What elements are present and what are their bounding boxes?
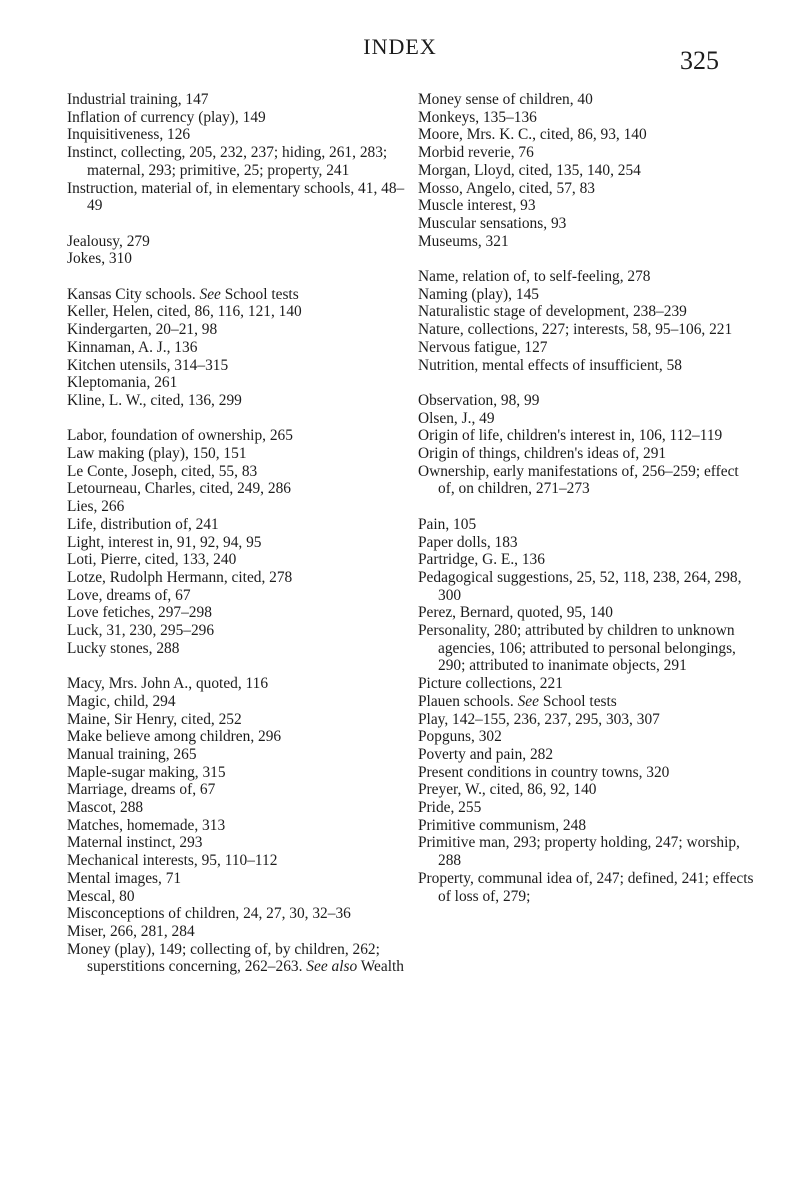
index-entry: Love, dreams of, 67 <box>67 586 191 604</box>
index-entry: Loti, Pierre, cited, 133, 240 <box>67 551 237 569</box>
index-entry: Lies, 266 <box>67 498 125 516</box>
index-entry: Naturalistic stage of development, 238–239 <box>418 303 687 321</box>
index-entry: Plauen schools. See School tests <box>418 692 617 710</box>
index-entry: Primitive communism, 248 <box>418 816 587 834</box>
index-entry: Primitive man, 293; property holding, 247; worship, 288 <box>418 834 740 870</box>
index-entry: Poverty and pain, 282 <box>418 745 554 763</box>
index-entry: Instinct, collecting, 205, 232, 237; hiding, 261, 283; maternal, 293; primitive, 25; property, 241 <box>67 144 388 179</box>
index-entry: Kinnaman, A. J., 136 <box>67 338 198 356</box>
index-entry: Monkeys, 135–136 <box>418 108 537 126</box>
index-entry: Name, relation of, to self-feeling, 278 <box>418 268 651 286</box>
index-entry: Partridge, G. E., 136 <box>418 551 545 569</box>
index-entry: Nervous fatigue, 127 <box>418 338 548 356</box>
index-entry: Kindergarten, 20–21, 98 <box>67 321 218 339</box>
index-entry: Muscle interest, 93 <box>418 197 536 215</box>
index-entry: Luck, 31, 230, 295–296 <box>67 622 215 640</box>
page-number: 325 <box>680 46 719 75</box>
index-entry: Museums, 321 <box>418 232 509 250</box>
index-entry: Muscular sensations, 93 <box>418 214 567 232</box>
index-entry: Money (play), 149; collecting of, by children, 262; superstitions concerning, 262–263. See also Wealth <box>67 940 404 976</box>
index-entry: Present conditions in country towns, 320 <box>418 763 670 781</box>
index-entry: Love fetiches, 297–298 <box>67 604 212 622</box>
index-entry: Jealousy, 279 <box>67 232 150 250</box>
index-entry: Pride, 255 <box>418 799 482 817</box>
index-entry: Matches, homemade, 313 <box>67 816 226 834</box>
index-entry: Lotze, Rudolph Hermann, cited, 278 <box>67 568 293 586</box>
index-entry: Nutrition, mental effects of insufficient, 58 <box>418 356 683 374</box>
index-entry: Paper dolls, 183 <box>418 533 518 551</box>
index-entry: Light, interest in, 91, 92, 94, 95 <box>67 533 262 551</box>
index-entry: Preyer, W., cited, 86, 92, 140 <box>418 781 597 799</box>
index-entry: Marriage, dreams of, 67 <box>67 781 216 799</box>
index-entry: Property, communal idea of, 247; defined, 241; effects of loss of, 279; <box>418 869 754 905</box>
index-column-left <box>67 91 407 976</box>
index-entry: Magic, child, 294 <box>67 692 176 710</box>
index-entry: Maine, Sir Henry, cited, 252 <box>67 710 242 728</box>
index-entry: Kline, L. W., cited, 136, 299 <box>67 391 242 409</box>
index-entry: Keller, Helen, cited, 86, 116, 121, 140 <box>67 303 302 321</box>
index-entry: Instruction, material of, in elementary schools, 41, 48–49 <box>67 179 405 215</box>
index-entry: Pedagogical suggestions, 25, 52, 118, 238, 264, 298, 300 <box>418 568 742 604</box>
index-entry: Mascot, 288 <box>67 799 144 817</box>
index-entry: Inflation of currency (play), 149 <box>67 108 266 126</box>
index-entry: Money sense of children, 40 <box>418 91 593 108</box>
index-entry: Observation, 98, 99 <box>418 391 540 409</box>
index-entry: Play, 142–155, 236, 237, 295, 303, 307 <box>418 710 660 728</box>
index-entry: Manual training, 265 <box>67 745 197 763</box>
index-entry: Law making (play), 150, 151 <box>67 445 247 463</box>
index-entry: Labor, foundation of ownership, 265 <box>67 427 293 445</box>
index-entry: Maternal instinct, 293 <box>67 834 203 852</box>
index-entry: Life, distribution of, 241 <box>67 515 219 533</box>
index-entry: Personality, 280; attributed by children to unknown agencies, 106; attributed to personal belongings, 290; attributed to inanimate objects, 291 <box>418 622 736 675</box>
index-entry: Mosso, Angelo, cited, 57, 83 <box>418 179 595 197</box>
index-entry: Popguns, 302 <box>418 728 502 746</box>
index-entry: Kleptomania, 261 <box>67 374 178 392</box>
index-entry: Letourneau, Charles, cited, 249, 286 <box>67 480 291 498</box>
index-entry: Inquisitiveness, 126 <box>67 126 191 144</box>
index-entry: Industrial training, 147 <box>67 91 209 108</box>
index-entry: Misconceptions of children, 24, 27, 30, 32–36 <box>67 905 351 923</box>
index-entry: Nature, collections, 227; interests, 58, 95–106, 221 <box>418 321 733 339</box>
page-header-title: INDEX <box>363 34 437 59</box>
index-entry: Picture collections, 221 <box>418 675 563 693</box>
index-entry: Jokes, 310 <box>67 250 132 268</box>
index-entry: Olsen, J., 49 <box>418 409 495 427</box>
index-entry: Naming (play), 145 <box>418 285 539 303</box>
index-entry: Origin of life, children's interest in, 106, 112–119 <box>418 427 723 445</box>
index-entry: Kansas City schools. See School tests <box>67 285 299 303</box>
index-entry: Mechanical interests, 95, 110–112 <box>67 852 278 870</box>
index-column-right <box>418 91 758 905</box>
index-entry: Mescal, 80 <box>67 887 135 905</box>
index-entry: Pain, 105 <box>418 515 477 533</box>
index-entry: Miser, 266, 281, 284 <box>67 922 195 940</box>
index-entry: Le Conte, Joseph, cited, 55, 83 <box>67 462 258 480</box>
index-entry: Mental images, 71 <box>67 869 182 887</box>
index-entry: Origin of things, children's ideas of, 291 <box>418 445 667 463</box>
index-entry: Morbid reverie, 76 <box>418 144 534 162</box>
index-entry: Ownership, early manifestations of, 256–259; effect of, on children, 271–273 <box>418 462 739 498</box>
index-entry: Moore, Mrs. K. C., cited, 86, 93, 140 <box>418 126 647 144</box>
index-entry: Lucky stones, 288 <box>67 639 180 657</box>
index-entry: Kitchen utensils, 314–315 <box>67 356 229 374</box>
index-entry: Maple-sugar making, 315 <box>67 763 226 781</box>
index-entry: Macy, Mrs. John A., quoted, 116 <box>67 675 269 693</box>
index-entry: Make believe among children, 296 <box>67 728 282 746</box>
index-entry: Morgan, Lloyd, cited, 135, 140, 254 <box>418 161 641 179</box>
index-entry: Perez, Bernard, quoted, 95, 140 <box>418 604 613 622</box>
